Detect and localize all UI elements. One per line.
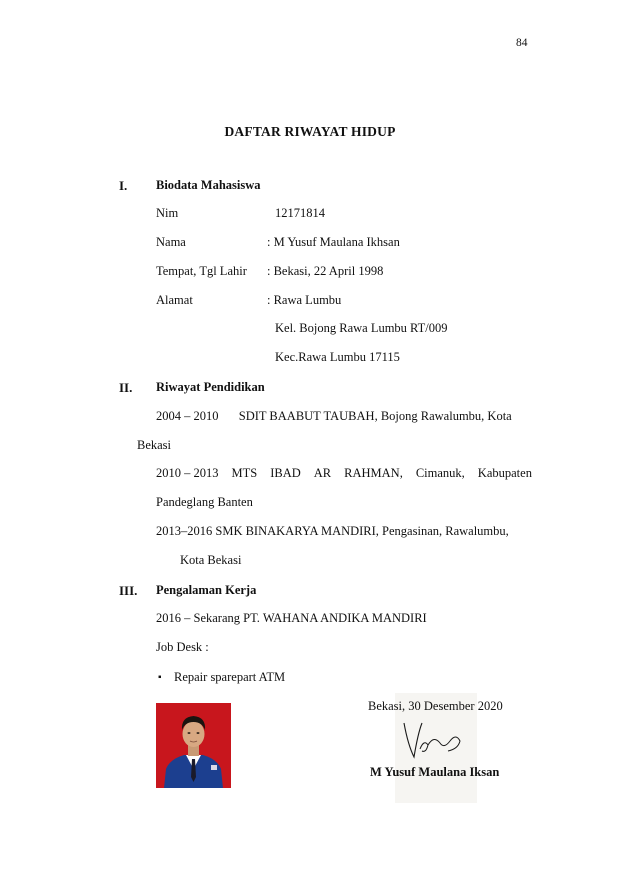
job-desk-item: Repair sparepart ATM bbox=[174, 670, 286, 684]
profile-photo-illustration bbox=[156, 703, 231, 788]
education-entry-1-years: 2004 – 2010 bbox=[156, 409, 219, 423]
value-alamat: : Rawa Lumbu bbox=[267, 293, 342, 307]
section-heading-biodata: Biodata Mahasiswa bbox=[156, 178, 261, 192]
handwritten-signature bbox=[398, 715, 470, 765]
education-entry-2-word: 2010 – 2013 bbox=[156, 466, 219, 480]
address-line-3: Kec.Rawa Lumbu 17115 bbox=[275, 350, 400, 364]
profile-photo bbox=[156, 703, 231, 788]
signatory-name: M Yusuf Maulana Iksan bbox=[370, 765, 500, 779]
work-experience-entry: 2016 – Sekarang PT. WAHANA ANDIKA MANDIRI bbox=[156, 611, 427, 625]
section-number-1: I. bbox=[119, 178, 128, 193]
label-nim: Nim bbox=[156, 206, 179, 220]
education-entry-2-word: RAHMAN, bbox=[344, 466, 403, 480]
education-entry-1-line-2: Bekasi bbox=[137, 438, 172, 452]
section-heading-pengalaman: Pengalaman Kerja bbox=[156, 583, 257, 597]
education-entry-2-word: AR bbox=[313, 466, 332, 480]
education-entry-2-word: MTS bbox=[231, 466, 258, 480]
section-heading-pendidikan: Riwayat Pendidikan bbox=[156, 380, 265, 394]
education-entry-2-word: Cimanuk, bbox=[415, 466, 465, 480]
signature-place-date: Bekasi, 30 Desember 2020 bbox=[368, 699, 503, 713]
section-number-3: III. bbox=[119, 583, 138, 598]
education-entry-2-word: Kabupaten bbox=[477, 466, 532, 480]
education-entry-1-line-1 bbox=[156, 409, 512, 423]
education-entry-3-line-1: 2013–2016 SMK BINAKARYA MANDIRI, Pengasinan, Rawalumbu, bbox=[156, 524, 509, 538]
education-entry-2-line-1 bbox=[156, 466, 532, 480]
job-desk-label: Job Desk : bbox=[156, 640, 209, 654]
bullet-square-icon: ▪ bbox=[158, 672, 162, 683]
value-nama: : M Yusuf Maulana Ikhsan bbox=[267, 235, 400, 249]
label-alamat: Alamat bbox=[156, 293, 193, 307]
education-entry-2-line-2: Pandeglang Banten bbox=[156, 495, 253, 509]
label-nama: Nama bbox=[156, 235, 186, 249]
education-entry-2-word: IBAD bbox=[270, 466, 301, 480]
page-number: 84 bbox=[516, 37, 528, 49]
education-entry-1-school: SDIT BAABUT TAUBAH, Bojong Rawalumbu, Kota bbox=[238, 409, 512, 423]
education-entry-3-line-2: Kota Bekasi bbox=[180, 553, 242, 567]
value-tempat-tgl-lahir: : Bekasi, 22 April 1998 bbox=[267, 264, 384, 278]
page-title: DAFTAR RIWAYAT HIDUP bbox=[224, 124, 396, 139]
value-nim: 12171814 bbox=[275, 206, 325, 220]
label-tempat-tgl-lahir: Tempat, Tgl Lahir bbox=[156, 264, 247, 278]
section-number-2: II. bbox=[119, 380, 133, 395]
address-line-2: Kel. Bojong Rawa Lumbu RT/009 bbox=[275, 321, 448, 335]
